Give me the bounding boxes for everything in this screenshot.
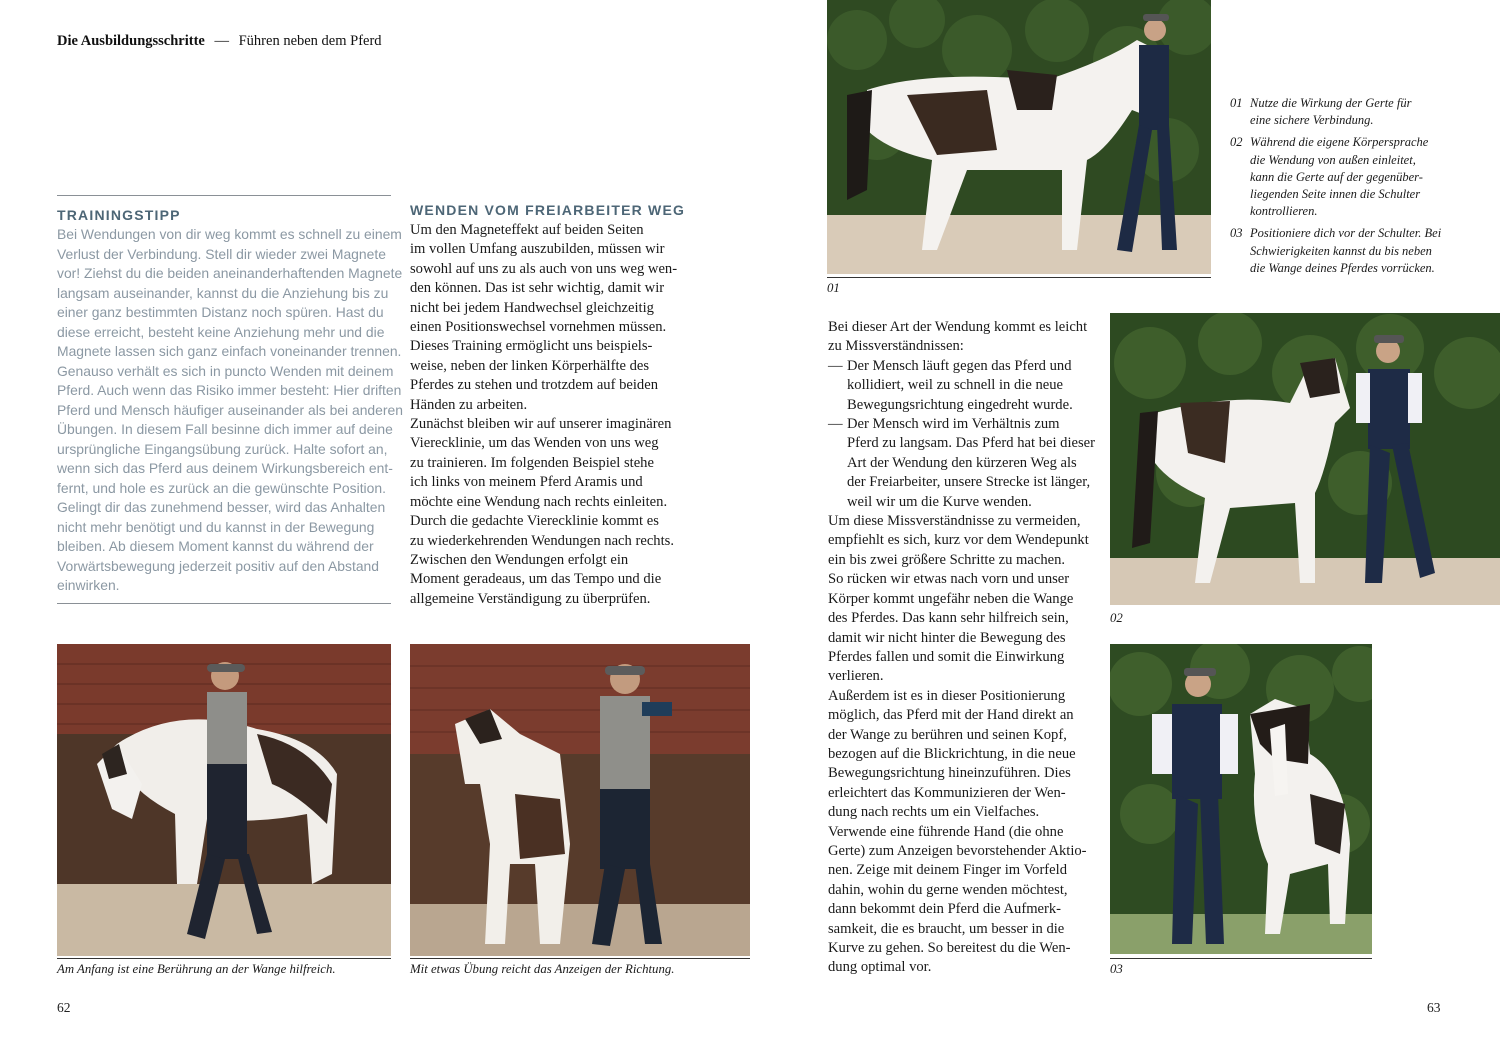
tip-line: langsam auseinander, kannst du die Anziehung bis zu bbox=[57, 284, 389, 301]
right-text-line: Kurve zu gehen. So bereitest du die Wen- bbox=[828, 940, 1071, 956]
photo-note-line bbox=[1230, 260, 1441, 277]
bullet-line bbox=[828, 357, 1095, 376]
left-caption-rule bbox=[57, 958, 391, 959]
right-text-line: dung optimal vor. bbox=[828, 959, 932, 976]
bullet-text: Art der Wendung den kürzeren Weg als bbox=[847, 454, 1077, 471]
photo-note-text: eine sichere Verbindung. bbox=[1250, 113, 1374, 128]
main-text-line: einen Positionswechsel vornehmen müssen. bbox=[410, 319, 667, 336]
tip-line: Vorwärtsbewegung jederzeit positiv auf den Abstand bbox=[57, 557, 380, 574]
right-intro-line: zu Missverständnissen: bbox=[828, 338, 964, 355]
main-text-line: allgemeine Verständigung zu überprüfen. bbox=[410, 590, 651, 607]
photo-note-line bbox=[1230, 186, 1441, 203]
photo-note-number: 02 bbox=[1230, 135, 1243, 150]
page-number-right: 63 bbox=[1427, 1000, 1441, 1015]
bullet-line bbox=[828, 434, 1095, 453]
right-text-line: dung nach rechts um ein Vielfaches. bbox=[828, 804, 1040, 821]
right-text-line: nen. Zeige mit deinem Finger im Vorfeld bbox=[828, 862, 1067, 879]
photo-notes bbox=[1230, 95, 1441, 282]
main-text-line: Pferdes zu stehen und trotzdem auf beiden bbox=[410, 377, 659, 394]
photo-note-number: 03 bbox=[1230, 226, 1243, 241]
photo-note-line bbox=[1230, 225, 1441, 242]
photo-01-label: 01 bbox=[827, 281, 840, 295]
bullet-text: Bewegungsrichtung eingedreht wurde. bbox=[847, 396, 1073, 413]
main-text-line: Durch die gedachte Vierecklinie kommt es bbox=[410, 513, 659, 530]
photo-first-touch bbox=[57, 644, 391, 956]
mid-caption-rule bbox=[410, 958, 750, 959]
main-text-line: Vierecklinie, um das Wenden von uns weg bbox=[410, 435, 659, 452]
right-text-column bbox=[828, 318, 1095, 978]
photo-03-image bbox=[1110, 644, 1372, 954]
main-text-line: zu wiederkehrenden Wendungen nach rechts. bbox=[410, 532, 674, 549]
left-photo-caption: Am Anfang ist eine Berührung an der Wange hilfreich. bbox=[57, 962, 336, 976]
photo-note-text: Nutze die Wirkung der Gerte für bbox=[1250, 96, 1412, 110]
main-text-line: weise, neben der linken Körperhälfte des bbox=[410, 357, 650, 374]
bullet-line bbox=[828, 473, 1095, 492]
photo-03-label: 03 bbox=[1110, 962, 1123, 976]
bullet-text: der Freiarbeiter, unsere Strecke ist länger, bbox=[847, 474, 1091, 491]
right-text-line: samkeit, die es braucht, um besser in die bbox=[828, 920, 1065, 937]
mid-photo-caption: Mit etwas Übung reicht das Anzeigen der Richtung. bbox=[410, 962, 675, 976]
right-text-line: dann bekommt dein Pferd die Aufmerk- bbox=[828, 901, 1062, 918]
right-text-line: Außerdem ist es in dieser Positionierung bbox=[828, 687, 1066, 704]
right-text-line: Bewegungsrichtung hineinzuführen. Dies bbox=[828, 765, 1071, 782]
main-text-line: möchte eine Wendung nach rechts einleiten. bbox=[410, 493, 668, 510]
bullet-line bbox=[828, 454, 1095, 473]
tip-line: nicht mehr benötigt und du kannst in der Bewegung bbox=[57, 518, 375, 535]
tip-line: bleiben. Ab diesem Moment kannst du während der bbox=[57, 538, 374, 554]
photo-03 bbox=[1110, 644, 1372, 954]
main-text-line: sowohl auf uns zu als auch von uns weg wen- bbox=[410, 260, 678, 277]
right-text-line: Gerte) zum Anzeigen bevorstehender Aktio- bbox=[828, 842, 1087, 859]
right-text-line: empfiehlt es sich, kurz vor dem Wendepunkt bbox=[828, 532, 1089, 549]
photo-note-text: kontrollieren. bbox=[1250, 204, 1318, 219]
right-text-line: möglich, das Pferd mit der Hand direkt an bbox=[828, 707, 1074, 724]
tip-line: Bei Wendungen von dir weg kommt es schnell zu einem bbox=[57, 226, 402, 242]
tip-bottom-rule bbox=[57, 603, 391, 604]
main-text-line: zu trainieren. Im folgenden Beispiel stehe bbox=[410, 454, 654, 471]
photo-note-line bbox=[1230, 152, 1441, 169]
photo-note-line bbox=[1230, 134, 1441, 151]
main-text-column bbox=[410, 221, 677, 609]
bullet-line bbox=[828, 376, 1095, 395]
right-text-line: Um diese Missverständnisse zu vermeiden, bbox=[828, 513, 1081, 530]
bullet-text: kollidiert, weil zu schnell in die neue bbox=[847, 377, 1064, 394]
main-text-line: Um den Magneteffekt auf beiden Seiten bbox=[410, 222, 644, 238]
photo-note-text: kann die Gerte auf der gegenüber- bbox=[1250, 169, 1423, 184]
tip-line: Genauso verhält es sich in puncto Wenden mit deinem bbox=[57, 362, 394, 379]
photo-02-label: 02 bbox=[1110, 611, 1123, 625]
main-text-line: Händen zu arbeiten. bbox=[410, 396, 528, 413]
photo-note-text: Positioniere dich vor der Schulter. Bei bbox=[1250, 226, 1442, 241]
bullet-dash: — bbox=[828, 416, 843, 433]
bullet-text: Der Mensch läuft gegen das Pferd und bbox=[847, 357, 1072, 374]
right-text-line: ein bis zwei größere Schritte zu machen. bbox=[828, 551, 1066, 568]
photo-note-text: Während die eigene Körpersprache bbox=[1250, 135, 1429, 150]
photo-note-line bbox=[1230, 243, 1441, 260]
right-text-line: So rücken wir etwas nach vorn und unser bbox=[828, 571, 1070, 588]
photo-note bbox=[1230, 225, 1441, 277]
tip-line: Verlust der Verbindung. Stell dir wieder zwei Magnete bbox=[57, 245, 386, 262]
tip-line: Übungen. In diesem Fall besinne dich immer auf deine bbox=[57, 421, 393, 437]
tip-line: einwirken. bbox=[57, 577, 120, 593]
main-text-line: Dieses Training ermöglicht uns beispiels- bbox=[410, 338, 653, 355]
tip-line: Gelingt dir das zunehmend besser, wird das Anhalten bbox=[57, 499, 386, 515]
photo-note-line bbox=[1230, 169, 1441, 186]
bullet-line bbox=[828, 493, 1095, 512]
running-header bbox=[57, 33, 382, 50]
tip-top-rule bbox=[57, 195, 391, 196]
photo-note bbox=[1230, 95, 1441, 129]
right-text-line: Verwende eine führende Hand (die ohne bbox=[828, 823, 1064, 840]
header-separator: — bbox=[214, 33, 229, 49]
photo-note-text: Schwierigkeiten kannst du bis neben bbox=[1250, 243, 1432, 258]
photo-pointing-image bbox=[410, 644, 750, 956]
right-text-line: dahin, wohin du gerne wenden möchtest, bbox=[828, 881, 1068, 898]
bullet-text: Der Mensch wird im Verhältnis zum bbox=[847, 416, 1060, 433]
bullet-line bbox=[828, 396, 1095, 415]
photo-01-rule bbox=[827, 277, 1211, 278]
right-text-line: Pferdes fallen und somit die Einwirkung bbox=[828, 648, 1065, 665]
main-text-line: den können. Das ist sehr wichtig, damit wir bbox=[410, 280, 665, 297]
photo-note-line bbox=[1230, 112, 1441, 129]
tip-line: wenn sich das Pferd aus deinem Wirkungsbereich ent- bbox=[57, 460, 393, 476]
tip-title: TRAININGSTIPP bbox=[57, 207, 181, 223]
bullet-text: weil wir um die Kurve wenden. bbox=[847, 493, 1032, 510]
tip-line: Pferd und Mensch häufiger auseinander als bei anderen bbox=[57, 401, 403, 418]
photo-01-image bbox=[827, 0, 1211, 274]
photo-note bbox=[1230, 134, 1441, 220]
photo-pointing bbox=[410, 644, 750, 956]
header-topic: Führen neben dem Pferd bbox=[238, 33, 382, 49]
photo-first-touch-image bbox=[57, 644, 391, 956]
bullet-text: Pferd zu langsam. Das Pferd hat bei dieser bbox=[847, 435, 1096, 452]
main-text-line: im vollen Umfang auszubilden, müssen wir bbox=[410, 241, 665, 258]
section-heading: WENDEN VOM FREIARBEITER WEG bbox=[410, 202, 686, 218]
right-text-line: bezogen auf die Blickrichtung, in die neue bbox=[828, 745, 1076, 762]
tip-line: vor! Ziehst du die beiden aneinanderhaftenden Magnete bbox=[57, 265, 403, 281]
main-text-line: nicht bei jedem Handwechsel gleichzeitig bbox=[410, 299, 654, 316]
photo-02 bbox=[1110, 313, 1500, 605]
tip-body bbox=[57, 225, 403, 596]
main-text-line: Zwischen den Wendungen erfolgt ein bbox=[410, 551, 629, 568]
tip-line: ursprüngliche Eingangsübung zurück. Halte sofort an, bbox=[57, 440, 388, 457]
right-text-line: des Pferdes. Das kann sehr hilfreich sein, bbox=[828, 610, 1069, 627]
right-text-line: der Wange zu berühren und seinen Kopf, bbox=[828, 726, 1067, 743]
tip-line: fernt, und hole es zurück an die gewünschte Position. bbox=[57, 479, 386, 496]
main-text-line: ich links von meinem Pferd Aramis und bbox=[410, 474, 643, 491]
tip-line: diese erreicht, besteht keine Anziehung mehr und die bbox=[57, 323, 385, 340]
photo-note-text: liegenden Seite innen die Schulter bbox=[1250, 187, 1421, 202]
photo-note-number: 01 bbox=[1230, 96, 1243, 110]
tip-line: Pferd. Auch wenn das Risiko immer besteht: Hier driften bbox=[57, 382, 402, 398]
photo-note-text: die Wange deines Pferdes vorrücken. bbox=[1250, 260, 1435, 275]
photo-02-image bbox=[1110, 313, 1500, 605]
photo-note-line bbox=[1230, 95, 1441, 112]
right-text-line: erleichtert das Kommunizieren der Wen- bbox=[828, 784, 1066, 801]
right-text-line: verlieren. bbox=[828, 668, 884, 685]
main-text-line: Moment geradeaus, um das Tempo und die bbox=[410, 571, 662, 588]
bullet-line bbox=[828, 415, 1095, 434]
right-intro-line: Bei dieser Art der Wendung kommt es leicht bbox=[828, 319, 1088, 335]
photo-note-text: die Wendung von außen einleitet, bbox=[1250, 152, 1416, 167]
header-section: Die Ausbildungsschritte bbox=[57, 33, 205, 49]
page-number-left: 62 bbox=[57, 1000, 71, 1015]
bullet-dash: — bbox=[828, 357, 843, 374]
photo-01 bbox=[827, 0, 1211, 274]
main-text-line: Zunächst bleiben wir auf unserer imaginären bbox=[410, 416, 672, 433]
right-text-line: damit wir nicht hinter die Bewegung des bbox=[828, 629, 1066, 646]
tip-line: Magnete lassen sich ganz einfach voneinander trennen. bbox=[57, 343, 402, 359]
photo-note-line bbox=[1230, 203, 1441, 220]
right-text-line: Körper kommt ungefähr neben die Wange bbox=[828, 590, 1074, 607]
tip-line: einer ganz bestimmten Distanz noch spüren. Hast du bbox=[57, 304, 384, 320]
photo-03-rule bbox=[1110, 958, 1372, 959]
